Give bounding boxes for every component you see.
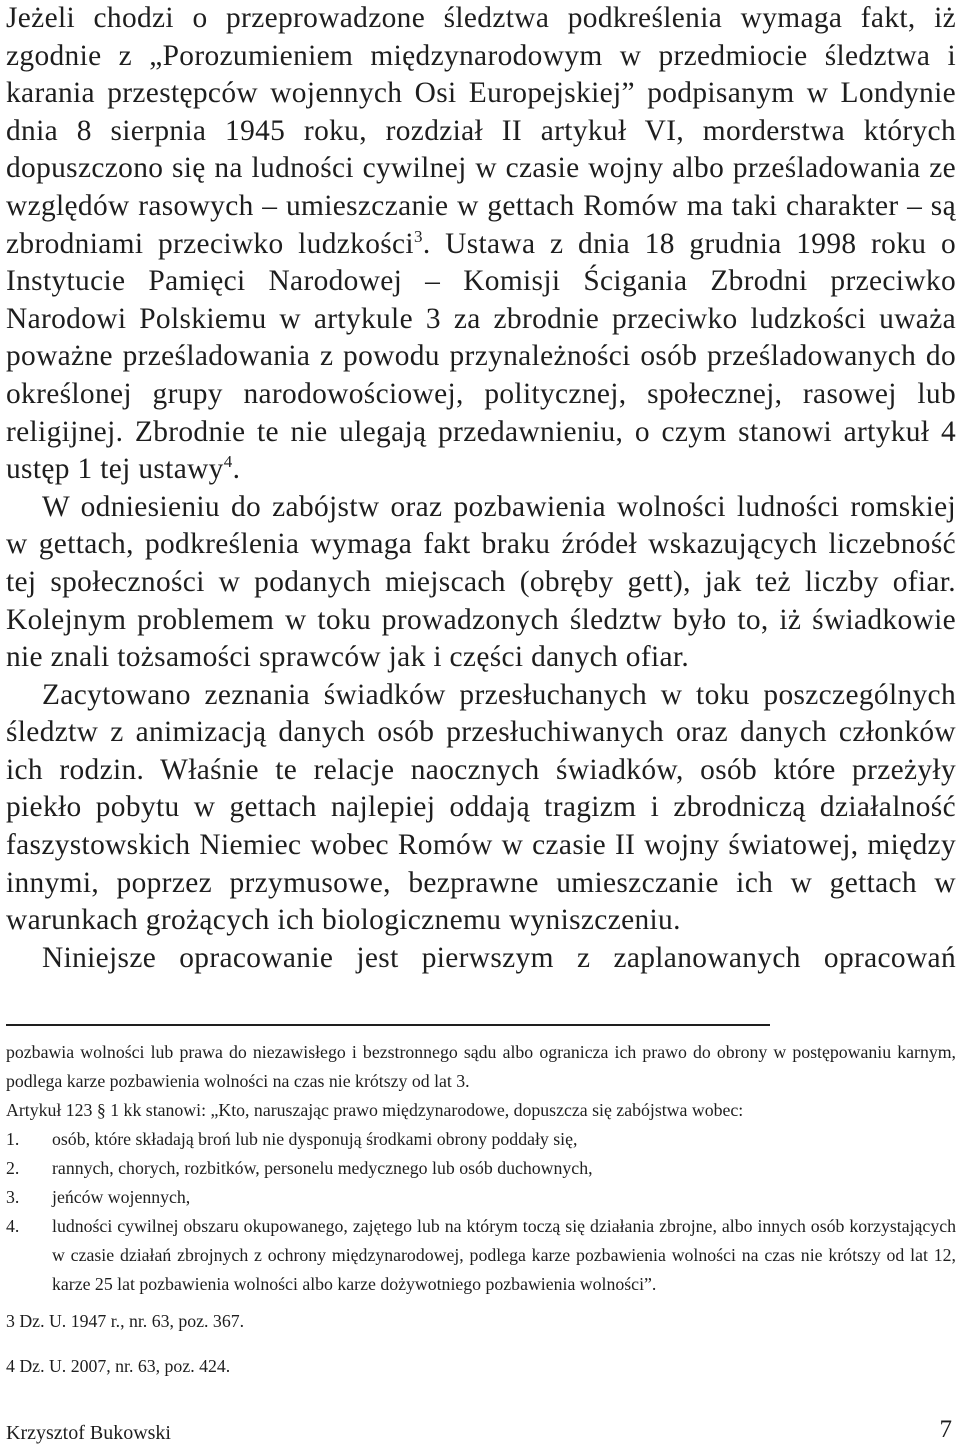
paragraph-1-end: . <box>232 453 241 486</box>
list-item <box>6 1125 956 1154</box>
paragraph-4: Niniejsze opracowanie jest pierwszym z zaplanowanych opracowań <box>42 941 956 974</box>
list-item <box>6 1154 956 1183</box>
paragraph-2: W odniesieniu do zabójstw oraz pozbawienia wolności ludności romskiej w gettach, podkreślenia wymaga fakt braku źródeł wskazujących liczebność tej społeczności w podanych miejscach (obręby gett), jak też liczby ofiar. Kolejnym problemem w toku prowadzonych śledztw było to, iż świadkowie nie znali tożsamości sprawców jak i części danych ofiar. <box>6 490 956 674</box>
list-item-text: rannych, chorych, rozbitków, personelu medycznego lub osób duchownych, <box>52 1158 593 1178</box>
list-item <box>6 1183 956 1212</box>
list-item-text: osób, które składają broń lub nie dysponują środkami obrony poddały się, <box>52 1129 578 1149</box>
footnote-continuation: pozbawia wolności lub prawa do niezawisłego i bezstronnego sądu albo ogranicza ich prawo do obrony w postępowaniu karnym, podlega karze pozbawienia wolności na czas nie krótszy od lat 3. <box>6 1042 956 1091</box>
footnote-ref-3[interactable]: 3 <box>413 226 423 246</box>
footnotes <box>6 1038 956 1381</box>
footnote-3: 3 Dz. U. 1947 r., nr. 63, poz. 367. <box>6 1311 245 1331</box>
footnote-divider <box>6 1024 770 1026</box>
footer-author: Krzysztof Bukowski <box>6 1422 171 1444</box>
paragraph-3: Zacytowano zeznania świadków przesłuchanych w toku poszczególnych śledztw z animizacją danych osób przesłuchiwanych oraz danych członków ich rodzin. Właśnie te relacje naocznych świadków, osób które przeżyły piekło pobytu w gettach najlepiej oddają tragizm i zbrodniczą działalność faszystowskich Niemiec wobec Romów w czasie II wojny światowej, między innymi, poprzez przymusowe, bezprawne umieszczanie ich w gettach w warunkach grożących ich biologicznemu wyniszczeniu. <box>6 678 956 937</box>
footnote-ref-4[interactable]: 4 <box>223 452 233 472</box>
list-item-number: 2. <box>6 1158 20 1178</box>
list-item-text: ludności cywilnej obszaru okupowanego, zajętego lub na którym toczą się działania zbrojne, albo innych osób korzystających w czasie działań zbrojnych z ochrony międzynarodowej, podlega karze pozbawienia wolności na czas nie krótszy od lat 12, karze 25 lat pozbawienia wolności albo karze dożywotniego pozbawienia wolności”. <box>52 1216 956 1294</box>
paragraph-1-text: Jeżeli chodzi o przeprowadzone śledztwa podkreślenia wymaga fakt, iż zgodnie z „Porozumieniem międzynarodowym w przedmiocie śledztwa i karania przestępców wojennych Osi Europejskiej” podpisanym w Londynie dnia 8 sierpnia 1945 roku, rozdział II artykuł VI, morderstwa których dopuszczono się na ludności cywilnej w czasie wojny albo prześladowania ze względów rasowych – umieszczanie w gettach Romów ma taki charakter – są zbrodniami przeciwko ludzkości <box>6 2 956 260</box>
list-item-number: 3. <box>6 1187 20 1207</box>
main-text <box>6 0 956 977</box>
list-item-number: 4. <box>6 1216 20 1236</box>
footnote-4: 4 Dz. U. 2007, nr. 63, poz. 424. <box>6 1356 231 1376</box>
list-item-number: 1. <box>6 1129 20 1149</box>
paragraph-1 <box>6 0 956 489</box>
footnote-list <box>6 1125 956 1299</box>
footnote-article-intro: Artykuł 123 § 1 kk stanowi: „Kto, naruszając prawo międzynarodowe, dopuszcza się zabójstwa wobec: <box>6 1100 744 1120</box>
paragraph-1-text-continued: . Ustawa z dnia 18 grudnia 1998 roku o Instytucie Pamięci Narodowej – Komisji Ścigania Zbrodni przeciwko Narodowi Polskiemu w artykule 3 za zbrodnie przeciwko ludzkości uważa poważne prześladowania z powodu przynależności osób prześladowanych do określonej grupy narodowościowej, politycznej, społecznej, rasowej lub religijnej. Zbrodnie te nie ulegają przedawnieniu, o czym stanowi artykuł 4 ustęp 1 tej ustawy <box>6 227 956 486</box>
list-item <box>6 1212 956 1299</box>
page-number: 7 <box>939 1416 952 1443</box>
list-item-text: jeńców wojennych, <box>52 1187 191 1207</box>
